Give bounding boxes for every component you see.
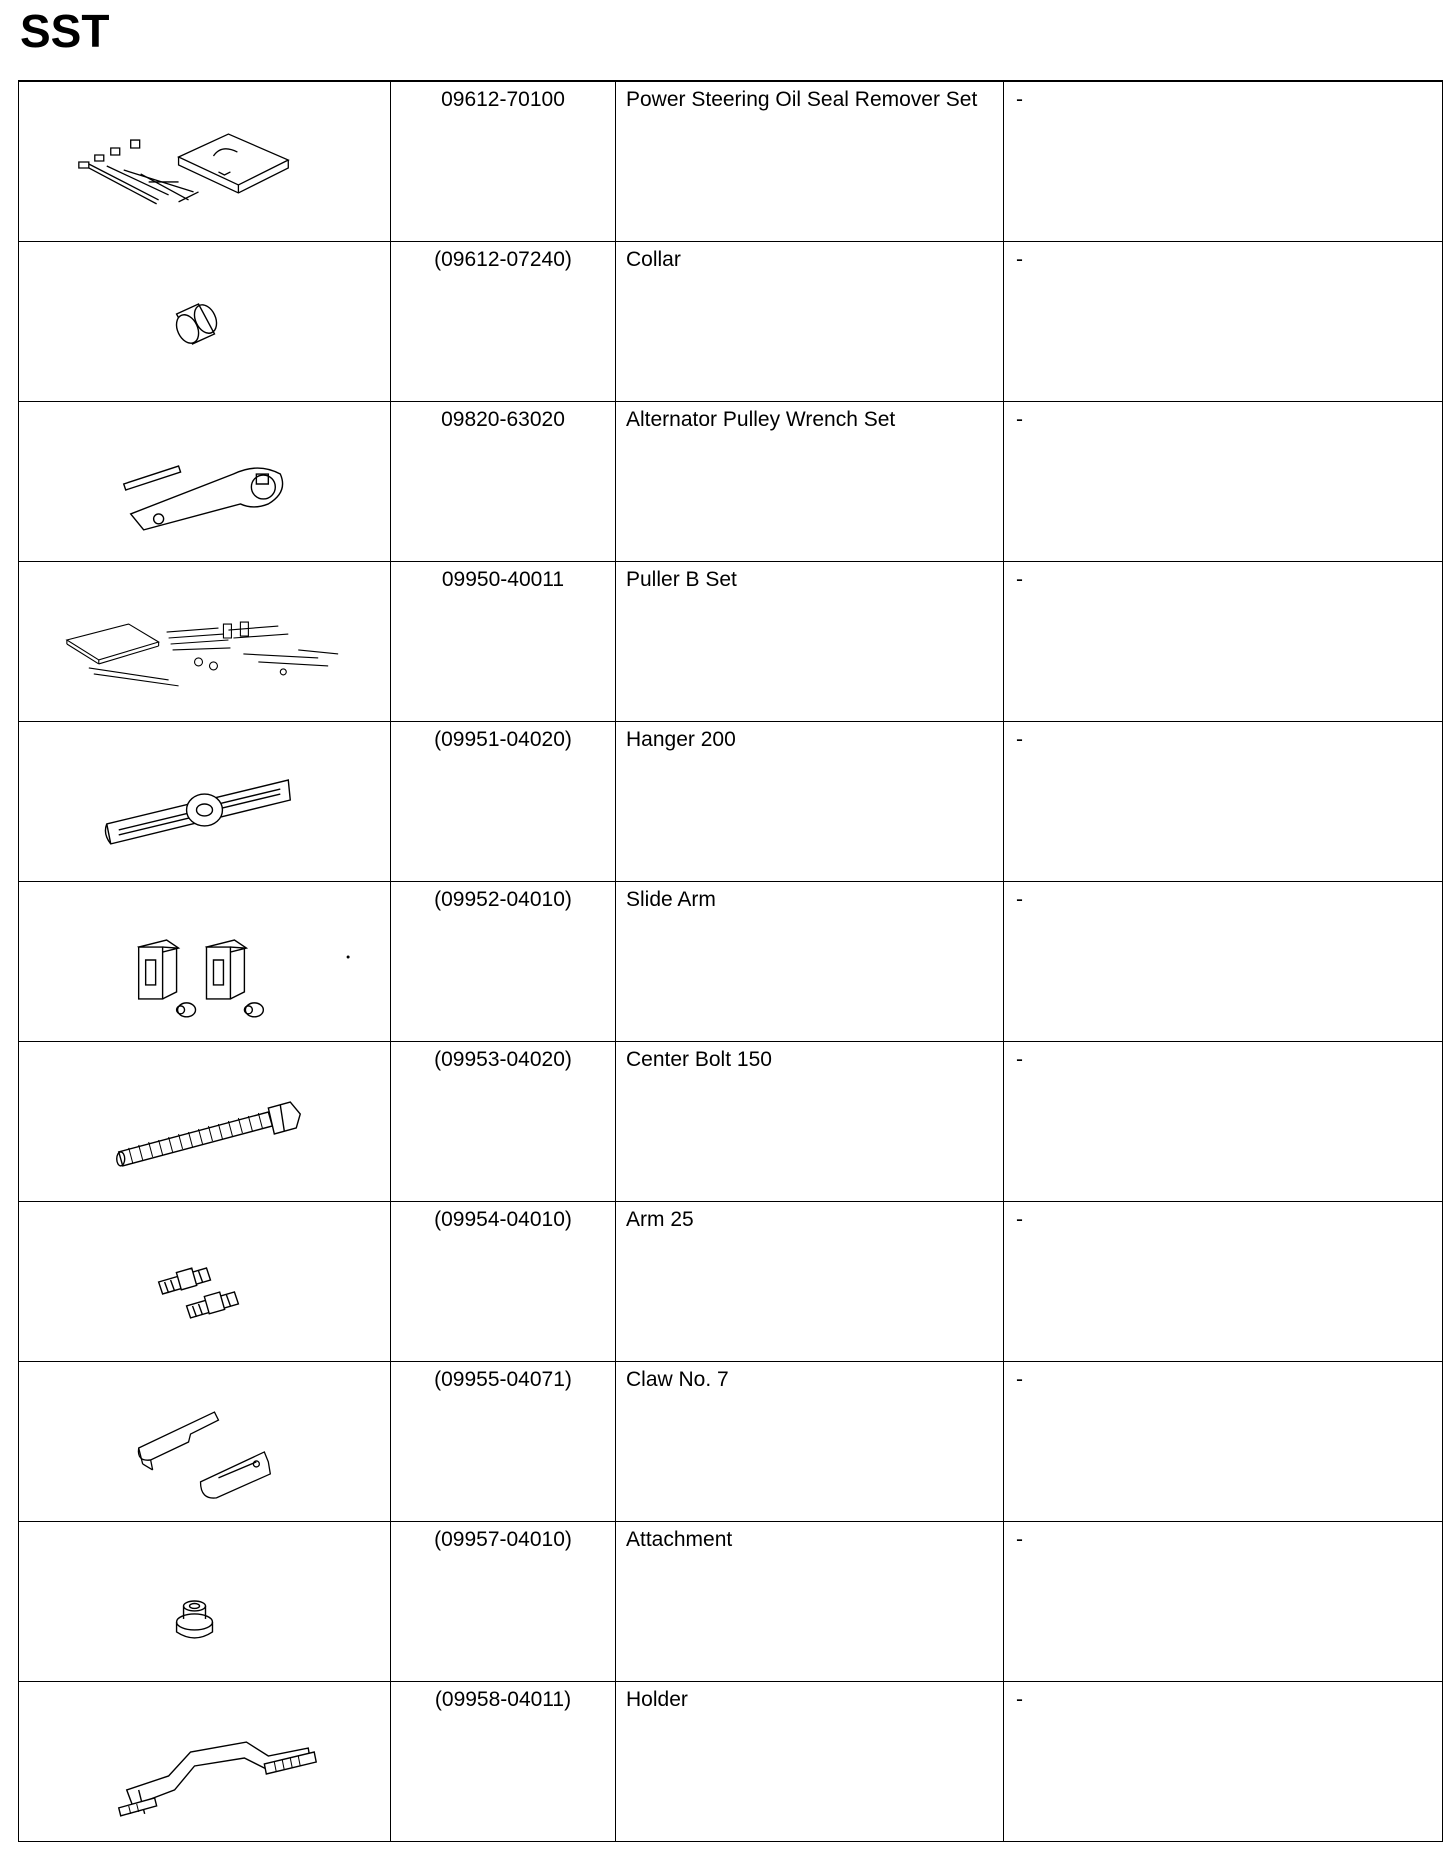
illustration-cell [19, 1681, 391, 1841]
note: - [1004, 1361, 1443, 1521]
pulley-wrench-icon [19, 402, 390, 560]
note: - [1004, 401, 1443, 561]
tool-name: Hanger 200 [616, 721, 1004, 881]
illustration-cell [19, 1521, 391, 1681]
part-number: (09952-04010) [391, 881, 616, 1041]
tool-name: Collar [616, 241, 1004, 401]
part-number: 09950-40011 [391, 561, 616, 721]
table-row [19, 81, 1443, 241]
table-row [19, 1361, 1443, 1521]
part-number: (09951-04020) [391, 721, 616, 881]
part-number: (09958-04011) [391, 1681, 616, 1841]
tool-name: Slide Arm [616, 881, 1004, 1041]
part-number: (09955-04071) [391, 1361, 616, 1521]
tool-name: Alternator Pulley Wrench Set [616, 401, 1004, 561]
table-row [19, 401, 1443, 561]
illustration-cell [19, 561, 391, 721]
table-row [19, 561, 1443, 721]
part-number: (09954-04010) [391, 1201, 616, 1361]
illustration-cell [19, 1201, 391, 1361]
note: - [1004, 721, 1443, 881]
tool-name: Arm 25 [616, 1201, 1004, 1361]
hanger-icon [19, 722, 390, 880]
tool-name: Holder [616, 1681, 1004, 1841]
tool-name: Claw No. 7 [616, 1361, 1004, 1521]
collar-icon [19, 242, 390, 400]
illustration-cell [19, 81, 391, 241]
claw-icon [19, 1362, 390, 1520]
page-title: SST [20, 5, 110, 57]
table-row [19, 721, 1443, 881]
holder-icon [19, 1682, 390, 1840]
attachment-icon [19, 1522, 390, 1680]
tool-name: Puller B Set [616, 561, 1004, 721]
seal-remover-set-icon [19, 82, 390, 240]
slide-arm-icon [19, 882, 390, 1040]
table-row [19, 1521, 1443, 1681]
note: - [1004, 561, 1443, 721]
part-number: 09820-63020 [391, 401, 616, 561]
part-number: 09612-70100 [391, 81, 616, 241]
illustration-cell [19, 241, 391, 401]
puller-set-icon [19, 562, 390, 720]
table-row [19, 881, 1443, 1041]
note: - [1004, 241, 1443, 401]
note: - [1004, 1201, 1443, 1361]
table-row [19, 1681, 1443, 1841]
illustration-cell [19, 721, 391, 881]
note: - [1004, 1681, 1443, 1841]
note: - [1004, 1521, 1443, 1681]
part-number: (09957-04010) [391, 1521, 616, 1681]
tool-name: Power Steering Oil Seal Remover Set [616, 81, 1004, 241]
note: - [1004, 881, 1443, 1041]
table-row [19, 241, 1443, 401]
illustration-cell [19, 1361, 391, 1521]
tool-name: Center Bolt 150 [616, 1041, 1004, 1201]
center-bolt-icon [19, 1042, 390, 1200]
note: - [1004, 1041, 1443, 1201]
arm-icon [19, 1202, 390, 1360]
sst-table [18, 80, 1443, 1842]
table-row [19, 1041, 1443, 1201]
illustration-cell [19, 881, 391, 1041]
table-row [19, 1201, 1443, 1361]
illustration-cell [19, 401, 391, 561]
illustration-cell [19, 1041, 391, 1201]
part-number: (09953-04020) [391, 1041, 616, 1201]
tool-name: Attachment [616, 1521, 1004, 1681]
part-number: (09612-07240) [391, 241, 616, 401]
note: - [1004, 81, 1443, 241]
